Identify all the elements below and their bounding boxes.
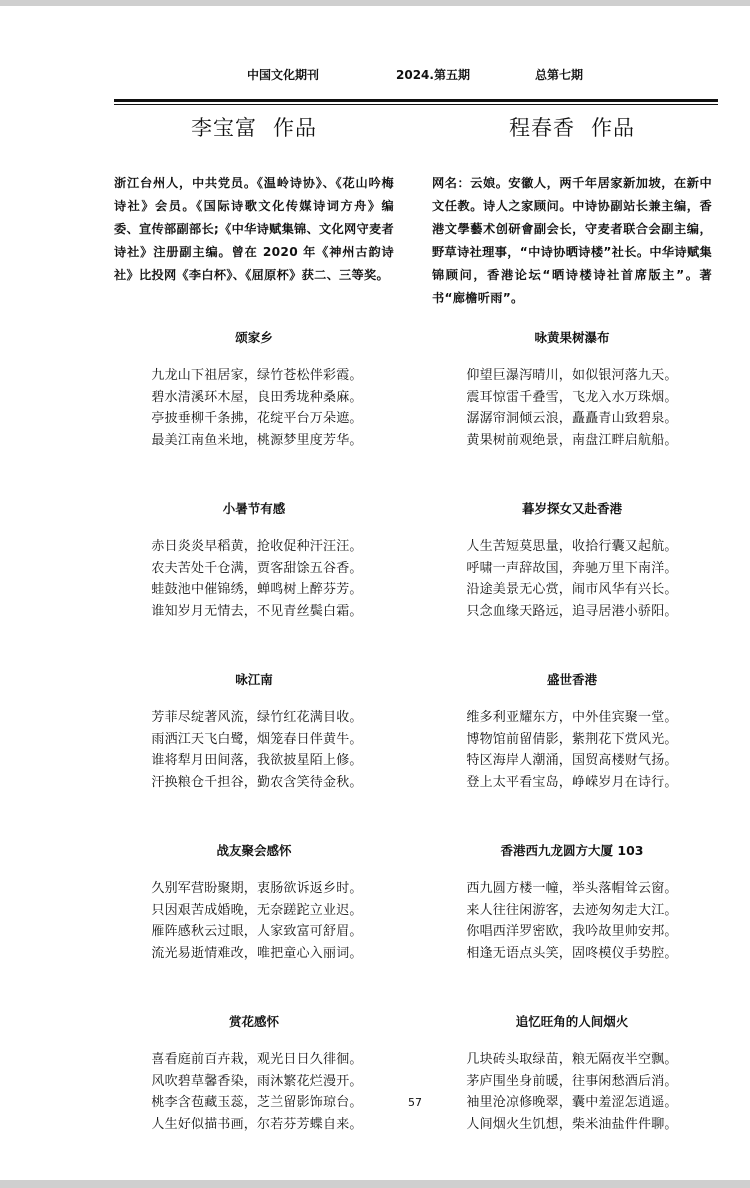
poem-line: 雁阵感秋云过眼，人家致富可舒眉。: [151, 924, 363, 939]
poem-line: 登上太平看宝岛，峥嵘岁月在诗行。: [466, 774, 678, 790]
right-poem-3: [432, 670, 712, 825]
poem-line: 袖里沧凉修晚翠，囊中羞涩怎逍遥。: [466, 1095, 678, 1110]
poem-line: 芳菲尽绽著风流，绿竹红花满目收。: [151, 710, 363, 725]
poem-lines: [114, 365, 394, 451]
poem-title: 暮岁探女又赴香港: [521, 501, 622, 516]
poem-line: 仰望巨瀑泻晴川，如似银河落九天。: [466, 368, 678, 383]
poem-line: 九龙山下祖居家，绿竹苍松伴彩霞。: [151, 368, 363, 383]
poem-line: 几块砖头取绿苗，粮无隔夜半空飘。: [466, 1052, 678, 1067]
poem-line: 谁将犁月田间落，我欲披星陌上修。: [151, 753, 363, 768]
poem-line: 来人往往闲游客，去迹匆匆走大江。: [466, 902, 678, 918]
poem-title: 追忆旺角的人间烟火: [515, 1014, 629, 1029]
left-author-name: 李宝富: [191, 116, 257, 140]
poem-title: 赏花感怀: [228, 1014, 279, 1029]
poem-title: 小暑节有感: [222, 501, 286, 516]
right-poem-5: [432, 1012, 712, 1167]
page-header: [0, 64, 750, 84]
poem-line: 黄果树前观绝景，南盘江畔启航船。: [466, 432, 678, 448]
poem-title: 盛世香港: [546, 672, 597, 687]
right-author-bio: 网名：云娘。安徽人，两千年居家新加坡，在新中文任教。诗人之家顾问。中诗协副站长兼主编，香港文學藝术创研會副会长，守麦者联合会副主编，野草诗社理事，“中诗协晒诗楼”社长。中华诗赋集锦顾问，香港论坛“晒诗楼诗社首席版主”。著书“廊檐听雨”。: [432, 176, 712, 305]
poem-title: 香港西九龙圆方大厦 103: [500, 843, 644, 858]
header-rule-thick: [114, 99, 718, 102]
poem-line: 最美江南鱼米地，桃源梦里度芳华。: [151, 432, 363, 448]
left-poem-2: [114, 499, 394, 654]
poem-line: 维多利亚耀东方，中外佳宾聚一堂。: [466, 710, 678, 725]
bottom-border: [0, 1180, 750, 1188]
poem-title: 咏黄果树瀑布: [534, 330, 610, 345]
left-poem-5: [114, 1012, 394, 1167]
right-poem-2: [432, 499, 712, 654]
top-border: [0, 0, 750, 6]
poem-lines: [114, 707, 394, 793]
poem-line: 你唱西洋罗密欧，我吟故里帅安邦。: [466, 924, 678, 939]
left-author-bio: 浙江台州人，中共党员。《温岭诗协》、《花山吟梅诗社》会员。《国际诗歌文化传媒诗词方舟》编委、宣传部副部长;《中华诗赋集锦、文化网守麦者诗社》注册副主编。曾在 2020 年《神州古韵诗社》比投网《李白杯》、《屈原杯》获二、三等奖。: [114, 176, 394, 282]
poem-line: 汗换粮仓千担谷，勤农含笑待金秋。: [151, 774, 363, 790]
right-author-name: 程春香: [509, 116, 575, 140]
poem-line: 呼啸一声辞故国，奔驰万里下南洋。: [466, 560, 678, 576]
poem-line: 风吹碧草馨香染，雨沐繁花烂漫开。: [151, 1073, 363, 1089]
poem-lines: [114, 536, 394, 622]
poem-line: 只因艰苦成婚晚，无奈蹉跎立业迟。: [151, 902, 363, 918]
poem-line: 潺潺帘洞倾云浪，矗矗青山致碧泉。: [466, 411, 678, 426]
page-number: 57: [408, 1096, 422, 1109]
poem-line: 流光易逝情难改，唯把童心入丽词。: [151, 945, 363, 961]
poem-title: 咏江南: [235, 672, 273, 687]
left-author-title: [114, 110, 394, 150]
poem-line: 沿途美景无心赏，闹市风华有兴长。: [466, 582, 678, 597]
poem-title: 颂家乡: [235, 330, 273, 345]
poem-line: 人生好似描书画，尔若芬芳蝶自来。: [151, 1116, 363, 1132]
poem-line: 雨洒江天飞白鹭，烟笼春日伴黄牛。: [151, 731, 363, 747]
poem-line: 特区海岸人潮涌，国贸高楼财气扬。: [466, 753, 678, 768]
right-column: [432, 110, 712, 1167]
poem-line: 人生苦短莫思量，收拾行囊又起航。: [466, 539, 678, 554]
poem-lines: [432, 878, 712, 964]
right-work-label: 作品: [591, 116, 635, 140]
left-poem-3: [114, 670, 394, 825]
issue-number: 2024.第五期: [396, 68, 470, 82]
total-issue: 总第七期: [535, 68, 584, 82]
left-column: [114, 110, 394, 1167]
poem-line: 博物馆前留倩影，紫荆花下赏风光。: [466, 731, 678, 747]
left-poem-4: [114, 841, 394, 996]
poem-line: 赤日炎炎早稻黄，抢收促种汗汪汪。: [151, 539, 363, 554]
poem-line: 蛙鼓池中催锦绣，蝉鸣树上醉芬芳。: [151, 582, 363, 597]
right-author-title: [432, 110, 712, 150]
poem-line: 桃李含苞藏玉蕊，芝兰留影饰琼台。: [151, 1095, 363, 1110]
right-poem-1: [432, 328, 712, 483]
poem-line: 西九圆方楼一幢，举头落帽耸云窗。: [466, 881, 678, 896]
poem-title: 战友聚会感怀: [216, 843, 292, 858]
poem-line: 只念血缘天路远，追寻居港小骄阳。: [466, 603, 678, 619]
poem-line: 久别军营盼聚期，衷肠欲诉返乡时。: [151, 881, 363, 896]
left-poem-1: [114, 328, 394, 483]
journal-name: 中国文化期刊: [247, 68, 320, 82]
poem-line: 人间烟火生饥想，柴米油盐件件聊。: [466, 1116, 678, 1132]
poem-line: 亭披垂柳千条拂，花绽平台万朵遮。: [151, 411, 363, 426]
poem-line: 茅庐围坐身前暖，往事闲愁酒后消。: [466, 1073, 678, 1089]
right-poem-4: [432, 841, 712, 996]
poem-lines: [432, 1049, 712, 1135]
poem-line: 谁知岁月无情去，不见青丝鬓白霜。: [151, 603, 363, 619]
poem-line: 震耳惊雷千叠雪，飞龙入水万珠烟。: [466, 389, 678, 405]
poem-line: 农夫苦处千仓满，贾客甜馀五谷香。: [151, 560, 363, 576]
poem-lines: [432, 365, 712, 451]
poem-line: 相逢无语点头笑，固咚模仪手势腔。: [466, 945, 678, 961]
header-rule-thin: [114, 104, 718, 105]
poem-line: 喜看庭前百卉栽，观光日日久徘徊。: [151, 1052, 363, 1067]
poem-lines: [114, 1049, 394, 1135]
poem-lines: [114, 878, 394, 964]
left-work-label: 作品: [273, 116, 317, 140]
poem-lines: [432, 707, 712, 793]
poem-lines: [432, 536, 712, 622]
poem-line: 碧水清溪环木屋，良田秀垅种桑麻。: [151, 389, 363, 405]
